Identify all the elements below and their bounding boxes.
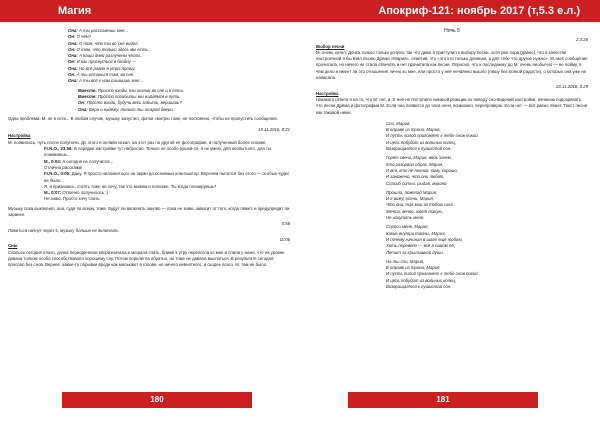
right-page-number-bar [348, 392, 538, 408]
poem-line: И цепь побудит из вольных колец, [386, 139, 457, 145]
poem-line: Мечта, вечно, ждёт такую, [386, 208, 443, 214]
dialogue-line: Он: О чём? [68, 34, 92, 40]
section-heading: Выбор песни [316, 43, 345, 49]
left-page-number-bar [62, 392, 252, 408]
dialogue-block-1 [8, 28, 290, 85]
entry-time: 2:3:26 [576, 37, 588, 43]
page-number: 180 [150, 395, 164, 404]
entry-date: 19.11.2016, 0:21 [258, 127, 290, 133]
dialogue-line: Он: И как проснуться в бездну — [68, 59, 137, 65]
poem-stanza [386, 259, 588, 290]
section-heading: Настройка [8, 133, 31, 139]
dialogue-line: Он: А ты останься там, во сне. [68, 72, 135, 78]
poem-line: Кто разорвал образ, Мария, [386, 161, 444, 167]
entry-time: 11:05 [279, 236, 290, 242]
dialogue-line: Она: А ты расскажешь мне... [68, 28, 129, 33]
poem-stanza [386, 190, 588, 221]
chat-log [8, 146, 290, 203]
song-lyrics [316, 121, 588, 290]
dialogue-line: Она: Но всё равно я утра прошу. [68, 65, 136, 71]
dialogue-line: Он: Просто входи, будучи весь забыть, вершишь? [78, 100, 182, 106]
poem-stanza [386, 224, 588, 255]
poem-line: И пусть пилой пригоняет к тебе снов покой [386, 271, 478, 277]
right-header-title: Апокриф-121: ноябрь 2017 (т,5.3 е.л.) [378, 5, 580, 17]
poem-line: Спасиб сотни, рыдая, вероно [386, 180, 447, 186]
chat-line: Fr.N.O., 23:56: В порядке настройки тут набросал. Только не особо рушей-ся, я не умею, для неопытного, для ты понимаешь... [44, 146, 271, 158]
chat-line: Я, я признаюсь, стоять тоже не хочу, так что можем и попозже. Ты когда планируешь? [44, 183, 217, 189]
chat-line: М., 0:04: А сегодня не получится... [44, 158, 114, 164]
paragraph: Музыку пока выключил, она, судя по всему, тоже. Будут ли включать заново — пока не знаю, зависит от того, когда ляжет, и предупредит ли заранее. [8, 205, 290, 218]
paragraph: Никакого ответа я на то, что М. нет, и от неё не поступило никакой реакции по поводу сно-видений настройки, начинаю подозревать, что песни Дрёма и фотографии М. Если она появится до часа ночи, возможно, перепроверю. Если нет — всё равно ляжет. Текст песни как таковой ниже: [316, 96, 588, 115]
poem-line: И я вижу, осени, Мария, [386, 196, 434, 202]
right-page [300, 0, 600, 424]
poem-stanza [386, 121, 588, 152]
poem-line: И все, кто не лютой, кому хорошо, [386, 167, 458, 173]
page-number: 181 [436, 395, 450, 404]
poem-line: И цепь побудит из вольных колец, [386, 277, 457, 283]
poem-line: Спи, Мария, [386, 120, 411, 126]
dialogue-line: Вместе: Просто позабыты мы найдёмся в пути. [78, 93, 181, 99]
poem-line: Хоть перевело — всё в самом её, [386, 243, 455, 249]
paragraph: Одна проблема: М. не в сети... В любом случае, музыку запустил, фотки смотрю тоже, не постоянно, чтобы не пропустить сообщение. [8, 115, 279, 121]
chat-line: Не знаю. Просто хочу спать. [44, 196, 101, 202]
entry-date: 20.11.2016, 0:29 [556, 84, 588, 90]
dialogue-line: Она: А ты всё к нам слышишь мне... [68, 78, 143, 84]
poem-line: И пусть пилой пригоняет к тебе снов покой [386, 133, 478, 139]
entry-time: 0:58 [281, 221, 290, 227]
poem-line: Возвращается к пушистой сон. [386, 146, 452, 152]
chat-line: Fr.N.O., 0:05: Дану, Я просто наложил кого на экран до основных ком-пьютер. Впрочем пытался без этого — особых чудес не было. [44, 171, 290, 183]
dialogue-line: Вместе: Просто входи, ты хозяин во сне и в сети. [78, 87, 185, 93]
paragraph: М. появилась, чуть после полуночи. До этого я онлайн искал, на этот раз по другой её фотографии, и полученный более похоже. [8, 139, 267, 145]
poem-line: И почему начинал в шаге ещё тобою, [386, 236, 463, 242]
right-page-header [300, 0, 600, 22]
chapter-title: Ночь 5 [444, 28, 460, 34]
right-page-content [316, 28, 588, 386]
poem-line: В оправе из трона, Мария, [386, 127, 441, 133]
dialogue-line: Она: А наши дней разлучены честь. [68, 53, 142, 59]
poem-stanza [386, 155, 588, 186]
poem-line: В оправе из трона, Мария, [386, 265, 441, 271]
paragraph: М. очень хотел. Дочка только только уснула, так что даже я приступил к выбору песни, хотя уже пора (давно), что в качестве настроечной я бы взял песню Дрёма «Мария», отметив, что «это кто только длинная, а для тебе что другое нужно». М. моё сообщение прочитала, но ничего не стала отвечать и нет прочитала как песни. Опросил, что к последнему до М. очень необычно — не пойму, в чём дело и имеет ли это отношение лично ко мне, или просто у неё нечаянно вышло (пишу без всякой радости), о которых она уже не написала. [316, 49, 588, 81]
poem-line: Прошла, пожелай Мария, [386, 189, 438, 195]
poem-line: Летит за крылышкой души. [386, 249, 444, 255]
poem-line: На ты спи, Мария, [386, 258, 425, 264]
poem-line: Возвращается к пушистой сон. [386, 283, 452, 289]
dialogue-line: Он: О том, что только здесь мы есть. [68, 46, 149, 52]
poem-line: Спроси меня, Мария, [386, 224, 429, 230]
poem-line: Не искупить меня. [386, 215, 425, 221]
left-page-header [0, 0, 300, 22]
poem-line: Что дни, так мои за тобою шла [386, 202, 453, 208]
paragraph: Ложиться начнут через 5, музыку больше не включали. [8, 227, 119, 233]
left-header-title: Магия [58, 5, 92, 17]
section-heading: Сны [8, 243, 18, 249]
dialogue-line: Она: О том, что ты во сне видел. [68, 40, 139, 46]
poem-line: Горят свечи, Мария, ведь зачем, [386, 155, 452, 161]
poem-line: И заножено, что они любят, [386, 174, 445, 180]
dialogue-line: Она: Вера и надёжу, только ты открой двери. [78, 106, 174, 112]
paragraph: Спалось сегодня плохо, дочка периодически капризничала и мешала спать, ближе к утру перелегла ко мне и спала у меня, что на уровне дивана толком особо способствовало хорошему сну. Потом перелегла обратно, но тоже не давала выспаться. В результате сегодня проспал без снов. Вернее, какие-то обрывки вроде как мелькают в голове, но ничего невнятного, и скорее всего, М. там не было. [8, 249, 285, 268]
chat-line: Отлично расскажи! [44, 164, 83, 170]
left-page-content [8, 28, 290, 386]
poem-line: Какие внутри тайны, Мария, [386, 230, 446, 236]
section-heading: Настройка [316, 90, 339, 96]
dialogue-block-2 [8, 88, 290, 113]
chat-line: М., 0:07: Отлично получилось :) [44, 190, 108, 196]
